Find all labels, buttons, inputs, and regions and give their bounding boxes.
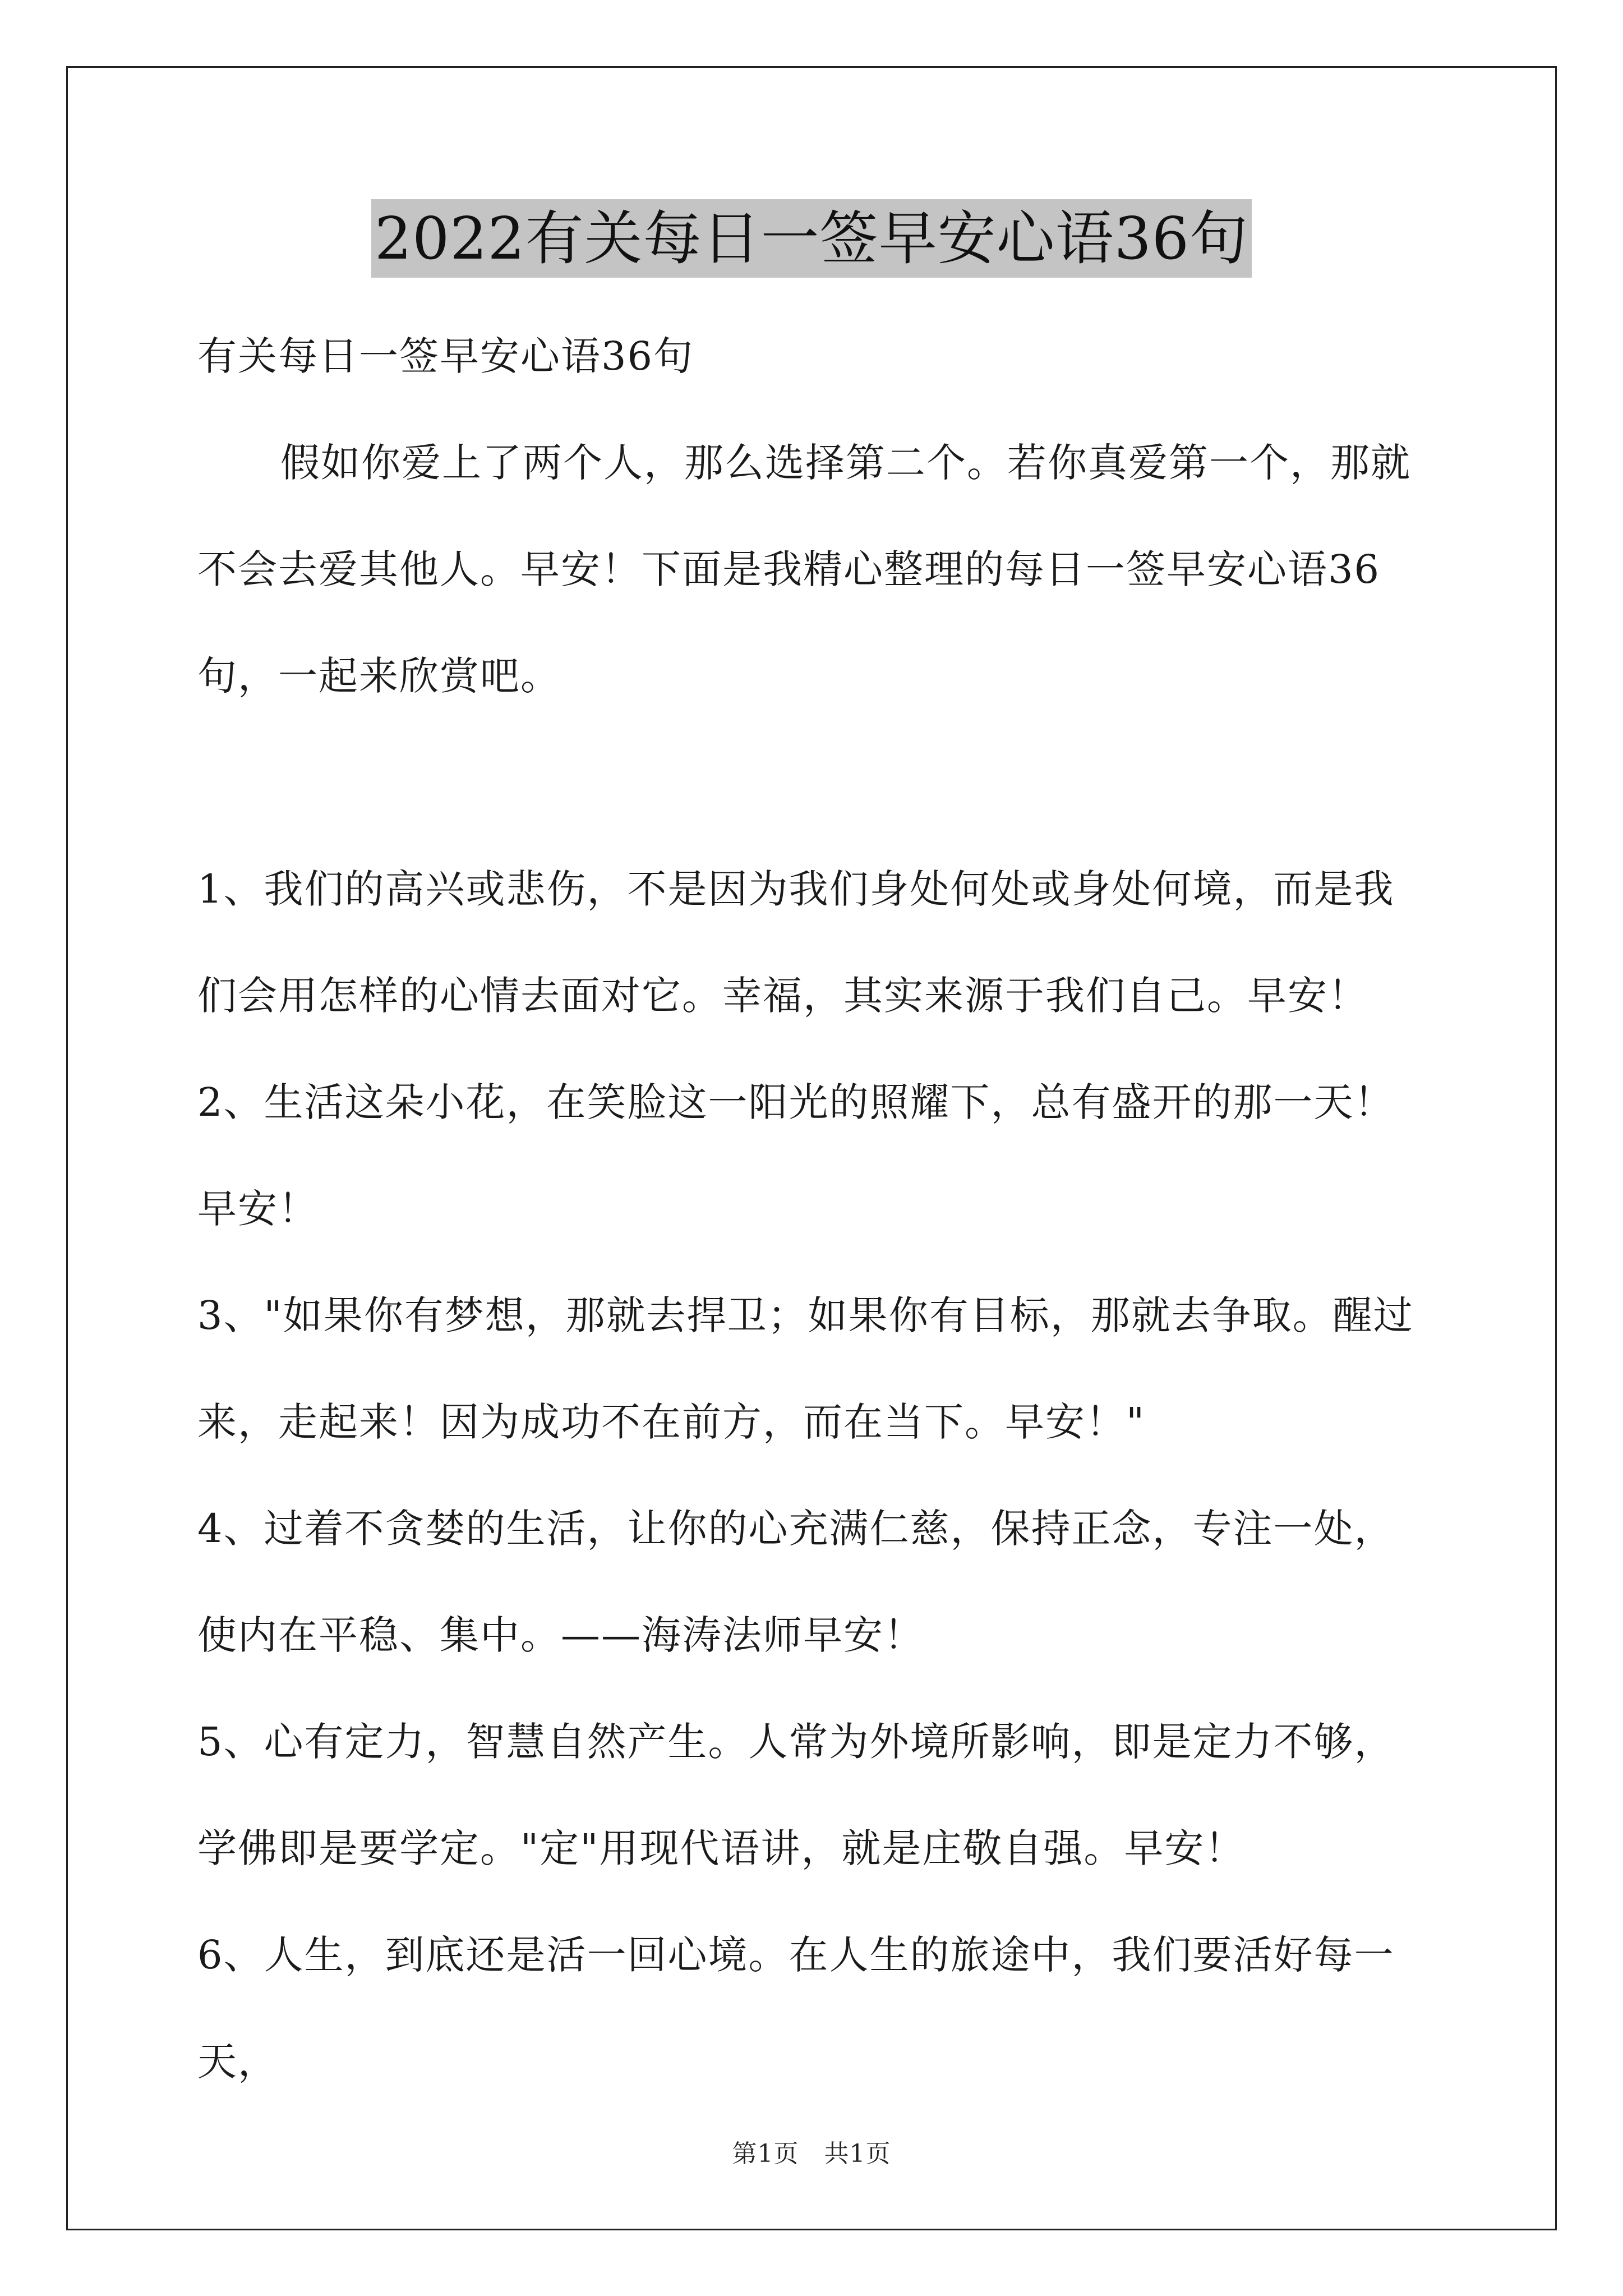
list-item: 3、"如果你有梦想，那就去捍卫；如果你有目标，那就去争取。醒过来，走起来！因为成功不在前方，而在当下。早安！" [197,1292,1414,1445]
document-body [197,303,1426,2115]
list-item: 4、过着不贪婪的生活，让你的心充满仁慈，保持正念，专注一处，使内在平稳、集中。——海涛法师早安！ [197,1506,1395,1658]
document-subtitle: 有关每日一签早安心语36句 [197,333,694,379]
document-title: 2022有关每日一签早安心语36句 [371,199,1252,278]
list-item: 6、人生，到底还是活一回心境。在人生的旅途中，我们要活好每一天， [197,1932,1395,2085]
intro-paragraph: 假如你爱上了两个人，那么选择第二个。若你真爱第一个，那就不会去爱其他人。早安！下面是我精心整理的每日一签早安心语36句，一起来欣赏吧。 [197,440,1411,699]
paragraph-spacer [197,729,1426,836]
list-item: 5、心有定力，智慧自然产生。人常为外境所影响，即是定力不够，学佛即是要学定。"定"用现代语讲，就是庄敬自强。早安！ [197,1719,1395,1871]
page-footer: 第1页 共1页 [732,2139,891,2168]
title-container [0,199,1623,278]
list-item: 1、我们的高兴或悲伤，不是因为我们身处何处或身处何境，而是我们会用怎样的心情去面对它。幸福，其实来源于我们自己。早安！ [197,866,1395,1019]
list-item: 2、生活这朵小花，在笑脸这一阳光的照耀下，总有盛开的那一天！早安！ [197,1079,1395,1232]
